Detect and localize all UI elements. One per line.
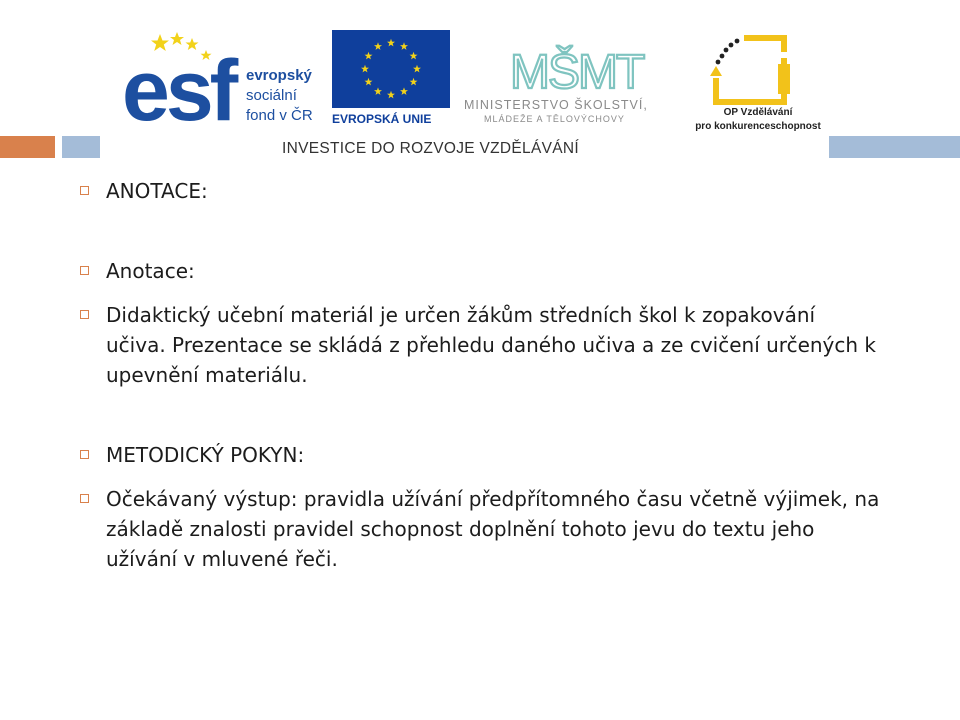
eu-star-icon [374,42,382,50]
accent-bar-orange [0,136,55,158]
eu-star-icon [361,65,369,73]
eu-star-icon [410,78,418,86]
bullet-item-anotace-heading [80,176,880,206]
bullet-text: Anotace: [106,259,195,283]
bullet-text: METODICKÝ POKYN: [106,443,305,467]
op-logo [688,28,828,132]
op-frame-icon [710,38,790,102]
square-bullet-icon [80,494,89,503]
square-bullet-icon [80,266,89,275]
bullet-item-anotace [80,256,880,286]
eu-star-icon [387,39,395,47]
bullet-text: Didaktický učební materiál je určen žákům středních škol k zopakování učiva. Prezentace se skládá z přehledu daného učiva a ze cvičení určených k upevnění materiálu. [106,303,876,387]
bullet-text: Očekávaný výstup: pravidla užívání předpřítomného času včetně výjimek, na základě znalosti pravidel schopnost doplnění tohoto jevu do textu jeho užívání v mluvené řeči. [106,487,880,571]
accent-bar-blue-left [62,136,100,158]
square-bullet-icon [80,186,89,195]
eu-logo [332,30,450,130]
logo-strip [100,22,829,162]
msmt-line2: MLÁDEŽE A TĚLOVÝCHOVY [484,114,625,124]
slide-content [80,176,880,574]
eu-star-icon [413,65,421,73]
msmt-letters: MŠMT [510,46,644,96]
eu-star-icon [364,78,372,86]
eu-star-icon [400,42,408,50]
eu-star-icon [374,87,382,95]
msmt-logo [462,26,662,130]
eu-star-icon [387,91,395,99]
esf-line2: sociální [246,87,297,104]
esf-line3: fond v ČR [246,107,313,124]
eu-star-icon [364,52,372,60]
bullet-text: ANOTACE: [106,179,208,203]
esf-letters: esf [122,43,235,128]
esf-logo [122,28,327,128]
square-bullet-icon [80,310,89,319]
bullet-item-expected-output [80,484,880,574]
square-bullet-icon [80,450,89,459]
eu-label: EVROPSKÁ UNIE [332,112,432,126]
esf-line1: evropský [246,67,312,84]
bullet-item-metodicky-pokyn [80,440,880,470]
tagline: INVESTICE DO ROZVOJE VZDĚLÁVÁNÍ [282,140,579,157]
eu-flag-icon [332,30,450,108]
op-line1: OP Vzdělávání [723,107,793,118]
bullet-item-description [80,300,880,390]
accent-bar-blue-right [829,136,960,158]
op-line2: pro konkurenceschopnost [695,121,821,132]
eu-star-icon [400,87,408,95]
msmt-line1: MINISTERSTVO ŠKOLSTVÍ, [464,98,648,112]
eu-star-icon [410,52,418,60]
